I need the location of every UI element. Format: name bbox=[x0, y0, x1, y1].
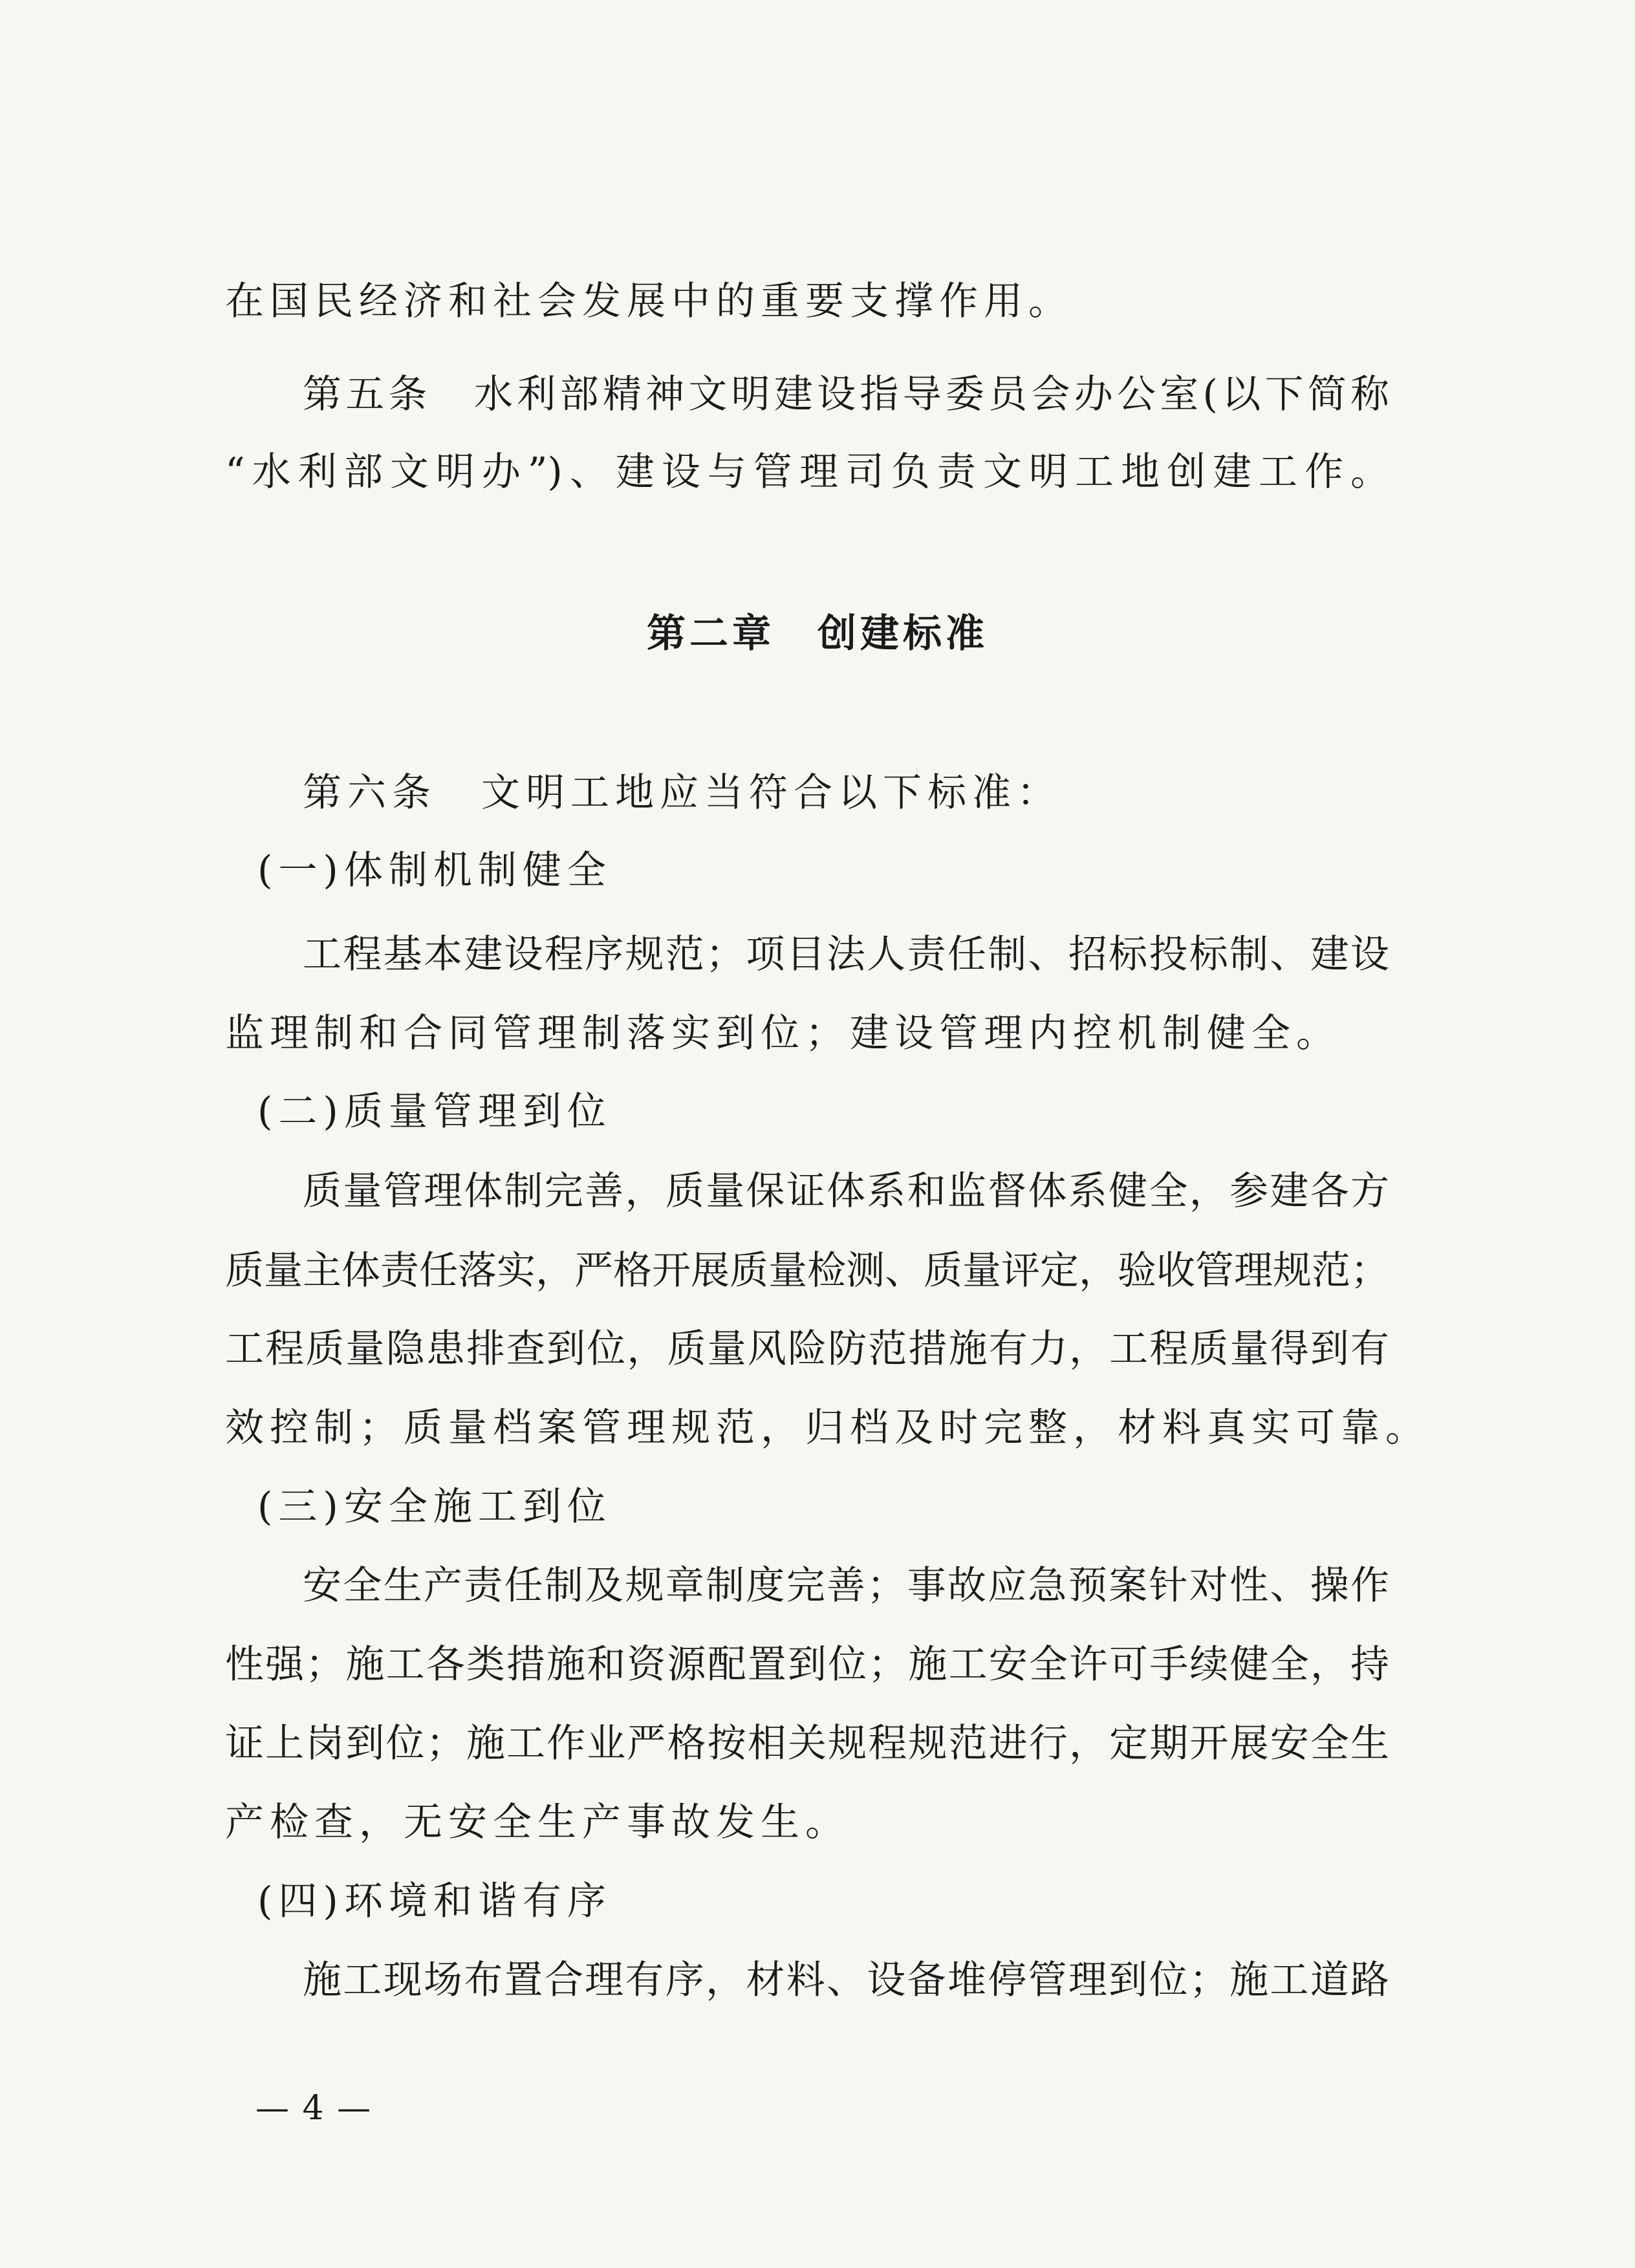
paragraph-line: 工程基本建设程序规范；项目法人责任制、招标投标制、建设 bbox=[303, 932, 1389, 977]
section-heading: (二)质量管理到位 bbox=[257, 1089, 612, 1134]
paragraph-line: 产检查，无安全生产事故发生。 bbox=[225, 1800, 850, 1845]
chapter-heading: 第二章 创建标准 bbox=[647, 611, 988, 656]
paragraph-line: 在国民经济和社会发展中的重要支撑作用。 bbox=[225, 279, 1073, 324]
paragraph-line: 工程质量隐患排查到位，质量风险防范措施有力，工程质量得到有 bbox=[225, 1326, 1389, 1372]
paragraph-line: 第六条 文明工地应当符合以下标准： bbox=[303, 770, 1061, 815]
section-heading: (一)体制机制健全 bbox=[257, 848, 612, 893]
paragraph-line: 证上岗到位；施工作业严格按相关规程规范进行，定期开展安全生 bbox=[225, 1721, 1389, 1766]
section-heading: (三)安全施工到位 bbox=[257, 1484, 612, 1529]
paragraph-line: “水利部文明办”)、建设与管理司负责文明工地创建工作。 bbox=[225, 449, 1389, 495]
paragraph-line: 质量主体责任落实，严格开展质量检测、质量评定，验收管理规范； bbox=[225, 1248, 1389, 1293]
paragraph-line: 施工现场布置合理有序，材料、设备堆停管理到位；施工道路 bbox=[303, 1958, 1389, 2003]
paragraph-line: 质量管理体制完善，质量保证体系和监督体系健全，参建各方 bbox=[303, 1169, 1389, 1214]
paragraph-line: 安全生产责任制及规章制度完善；事故应急预案针对性、操作 bbox=[303, 1563, 1389, 1608]
paragraph-line: 性强；施工各类措施和资源配置到位；施工安全许可手续健全，持 bbox=[225, 1642, 1389, 1687]
paragraph-line: 监理制和合同管理制落实到位；建设管理内控机制健全。 bbox=[225, 1011, 1341, 1056]
section-heading: (四)环境和谐有序 bbox=[257, 1879, 612, 1924]
paragraph-line: 效控制；质量档案管理规范，归档及时完整，材料真实可靠。 bbox=[225, 1405, 1430, 1451]
paragraph-line: 第五条 水利部精神文明建设指导委员会办公室(以下简称 bbox=[303, 372, 1389, 417]
page-number: — 4 — bbox=[255, 2089, 373, 2128]
